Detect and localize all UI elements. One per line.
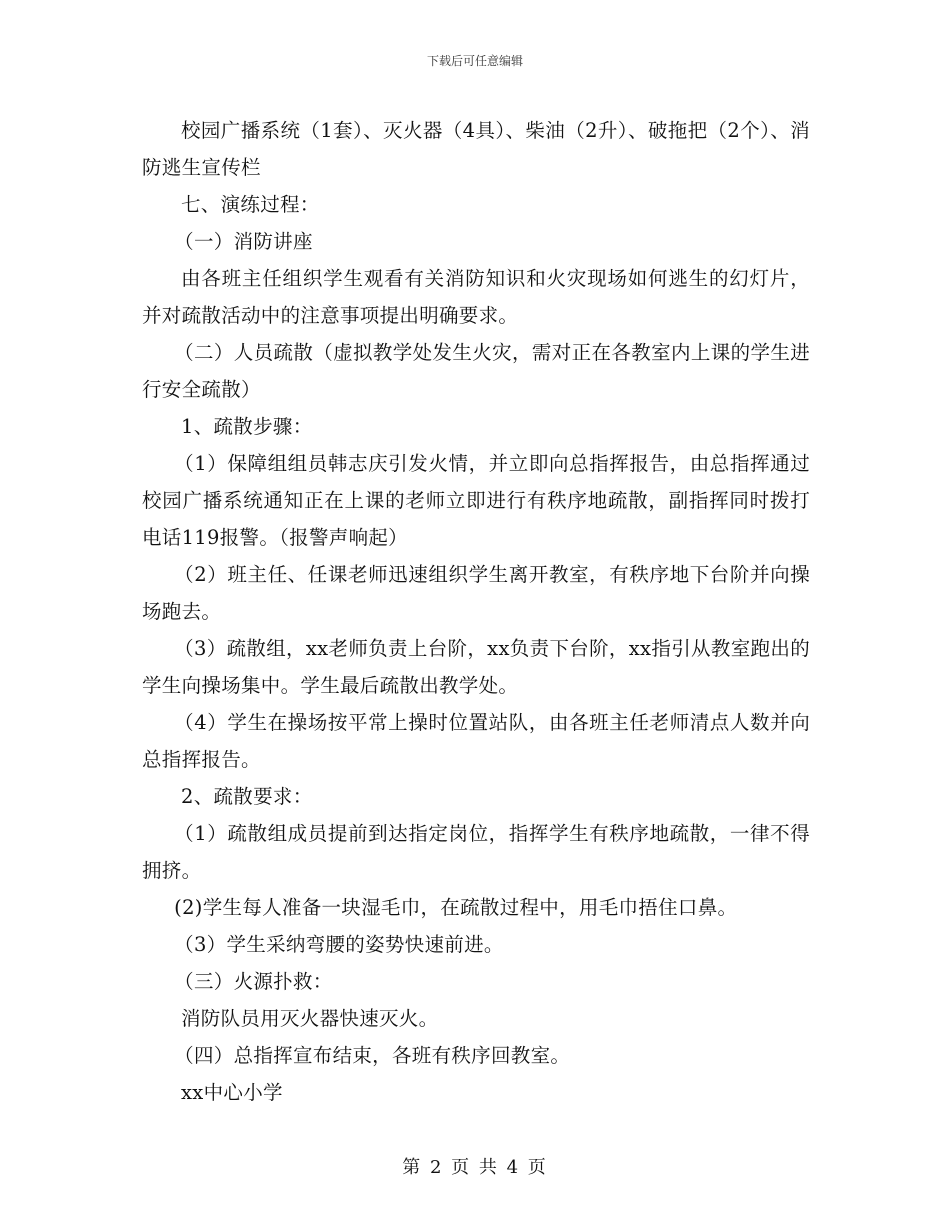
paragraph-lecture: 由各班主任组织学生观看有关消防知识和火灾现场如何逃生的幻灯片，并对疏散活动中的注意事项提出明确要求。 xyxy=(142,267,810,327)
paragraph-fire-fighting: 消防队员用灭火器快速灭火。 xyxy=(181,1007,439,1030)
page-number: 第 2 页 共 4 页 xyxy=(402,1157,548,1178)
paragraph-step-2: （2）班主任、任课老师迅速组织学生离开教室，有秩序地下台阶并向操场跑去。 xyxy=(142,563,810,623)
paragraph-requirement-3: （3）学生采纳弯腰的姿势快速前进。 xyxy=(174,933,504,956)
paragraph-conclusion: （四）总指挥宣布结束，各班有秩序回教室。 xyxy=(174,1044,571,1067)
paragraph-step-3: （3）疏散组，xx老师负责上台阶，xx负责下台阶，xx指引从教室跑出的学生向操场集中。学生最后疏散出教学处。 xyxy=(142,637,810,697)
paragraph-step-4: （4）学生在操场按平常上操时位置站队，由各班主任老师清点人数并向总指挥报告。 xyxy=(142,711,810,771)
signature-school: xx中心小学 xyxy=(181,1081,283,1104)
heading-drill-process: 七、演练过程： xyxy=(181,193,320,216)
paragraph-requirement-1: （1）疏散组成员提前到达指定岗位，指挥学生有秩序地疏散，一律不得拥挤。 xyxy=(142,822,810,882)
paragraph-step-1: （1）保障组组员韩志庆引发火情，并立即向总指挥报告，由总指挥通过校园广播系统通知正在上课的老师立即进行有秩序地疏散，副指挥同时拨打电话119报警。（报警声响起） xyxy=(142,452,810,549)
heading-evacuation-requirements: 2、疏散要求： xyxy=(181,785,313,808)
paragraph-equipment: 校园广播系统（1套）、灭火器（4具）、柴油（2升）、破拖把（2个）、消防逃生宣传栏 xyxy=(142,119,810,179)
heading-evacuation-steps: 1、疏散步骤： xyxy=(181,415,313,438)
heading-fire-fighting: （三）火源扑救： xyxy=(174,970,333,993)
document-body xyxy=(142,112,810,1111)
paragraph-requirement-2: (2)学生每人准备一块湿毛巾，在疏散过程中，用毛巾捂住口鼻。 xyxy=(174,896,738,919)
page-header: 下载后可任意编辑 xyxy=(426,54,523,68)
heading-evacuation: （二）人员疏散（虚拟教学处发生火灾，需对正在各教室内上课的学生进行安全疏散） xyxy=(142,341,810,401)
heading-fire-lecture: （一）消防讲座 xyxy=(174,230,313,253)
